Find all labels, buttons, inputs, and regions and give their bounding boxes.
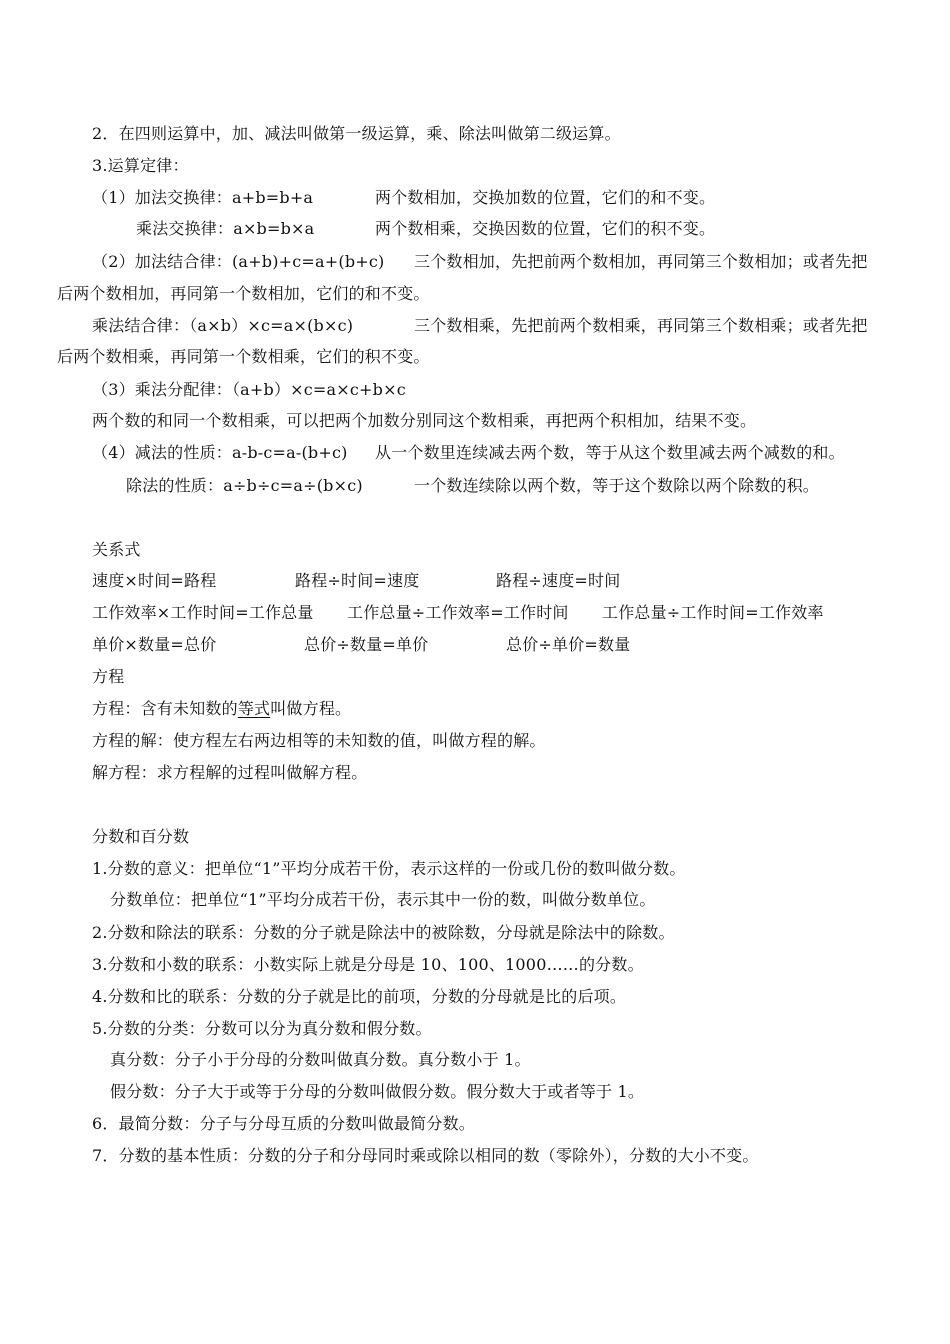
relation-work-1: 工作效率×工作时间=工作总量	[92, 603, 314, 622]
add-associative-desc-2: 后两个数相加，再同第一个数相加，它们的和不变。	[57, 284, 430, 303]
fraction-decimal-relation: 3.分数和小数的联系：小数实际上就是分母是 10、100、1000……的分数。	[92, 955, 644, 974]
distributive-label: （3）乘法分配律：（a+b）×c=a×c+b×c	[92, 380, 406, 399]
mul-associative-desc-2: 后两个数相乘，再同第一个数相乘，它们的积不变。	[57, 347, 430, 366]
equation-definition	[92, 699, 351, 719]
mul-commutative-label: 乘法交换律：a×b=b×a	[136, 219, 315, 238]
division-property-desc: 一个数连续除以两个数，等于这个数除以两个除数的积。	[414, 476, 820, 495]
fraction-meaning: 1.分数的意义：把单位“1”平均分成若干份，表示这样的一份或几份的数叫做分数。	[92, 859, 686, 878]
distributive-desc: 两个数的和同一个数相乘，可以把两个加数分别同这个数相乘，再把两个积相加，结果不变。	[92, 411, 757, 430]
mul-associative-desc-1: 三个数相乘，先把前两个数相乘，再同第三个数相乘；或者先把	[414, 316, 868, 335]
relation-speed-2: 路程÷时间=速度	[295, 571, 420, 590]
mul-associative-label: 乘法结合律：（a×b）×c=a×(b×c)	[92, 316, 354, 335]
relation-speed-1: 速度×时间=路程	[92, 571, 217, 590]
fractions-heading: 分数和百分数	[92, 827, 190, 846]
relation-price-1: 单价×数量=总价	[92, 635, 217, 654]
equality-link[interactable]: 等式	[237, 699, 271, 718]
laws-heading: 3.运算定律：	[92, 156, 189, 175]
relation-work-2: 工作总量÷工作效率=工作时间	[347, 603, 569, 622]
improper-fraction-def: 假分数：分子大于或等于分母的分数叫做假分数。假分数大于或者等于 1。	[110, 1082, 645, 1101]
equation-solution-def: 方程的解：使方程左右两边相等的未知数的值，叫做方程的解。	[92, 731, 546, 750]
fraction-unit: 分数单位：把单位“1”平均分成若干份，表示其中一份的数，叫做分数单位。	[110, 890, 656, 909]
add-associative-desc-1: 三个数相加，先把前两个数相加，再同第三个数相加；或者先把	[414, 252, 868, 271]
proper-fraction-def: 真分数：分子小于分母的分数叫做真分数。真分数小于 1。	[110, 1050, 531, 1069]
relation-speed-3: 路程÷速度=时间	[496, 571, 621, 590]
equation-def-pre: 方程：含有未知数的	[92, 699, 238, 718]
mul-commutative-desc: 两个数相乘，交换因数的位置，它们的积不变。	[375, 219, 716, 238]
add-commutative-label: （1）加法交换律：a+b=b+a	[92, 188, 314, 207]
relation-price-2: 总价÷数量=单价	[304, 635, 429, 654]
simplest-fraction-def: 6．最简分数：分子与分母互质的分数叫做最简分数。	[92, 1114, 475, 1133]
fraction-basic-property: 7．分数的基本性质：分数的分子和分母同时乘或除以相同的数（零除外），分数的大小不变。	[92, 1146, 759, 1165]
equation-heading: 方程	[92, 667, 125, 686]
subtraction-property-desc: 从一个数里连续减去两个数，等于从这个数里减去两个减数的和。	[375, 443, 845, 462]
equation-def-post: 叫做方程。	[270, 699, 352, 718]
relation-work-3: 工作总量÷工作时间=工作效率	[602, 603, 824, 622]
operation-levels-line: 2．在四则运算中，加、减法叫做第一级运算，乘、除法叫做第二级运算。	[92, 124, 621, 143]
solving-equation-def: 解方程：求方程解的过程叫做解方程。	[92, 763, 368, 782]
division-property-label: 除法的性质：a÷b÷c=a÷(b×c)	[126, 476, 363, 495]
fraction-ratio-relation: 4.分数和比的联系：分数的分子就是比的前项，分数的分母就是比的后项。	[92, 987, 627, 1006]
subtraction-property-label: （4）减法的性质：a-b-c=a-(b+c)	[92, 443, 348, 462]
fraction-division-relation: 2.分数和除法的联系：分数的分子就是除法中的被除数，分母就是除法中的除数。	[92, 923, 675, 942]
add-associative-label: （2）加法结合律：(a+b)+c=a+(b+c)	[92, 252, 385, 271]
relation-price-3: 总价÷单价=数量	[506, 635, 631, 654]
relations-heading: 关系式	[92, 540, 141, 559]
fraction-classification: 5.分数的分类：分数可以分为真分数和假分数。	[92, 1019, 432, 1038]
add-commutative-desc: 两个数相加，交换加数的位置，它们的和不变。	[375, 188, 716, 207]
